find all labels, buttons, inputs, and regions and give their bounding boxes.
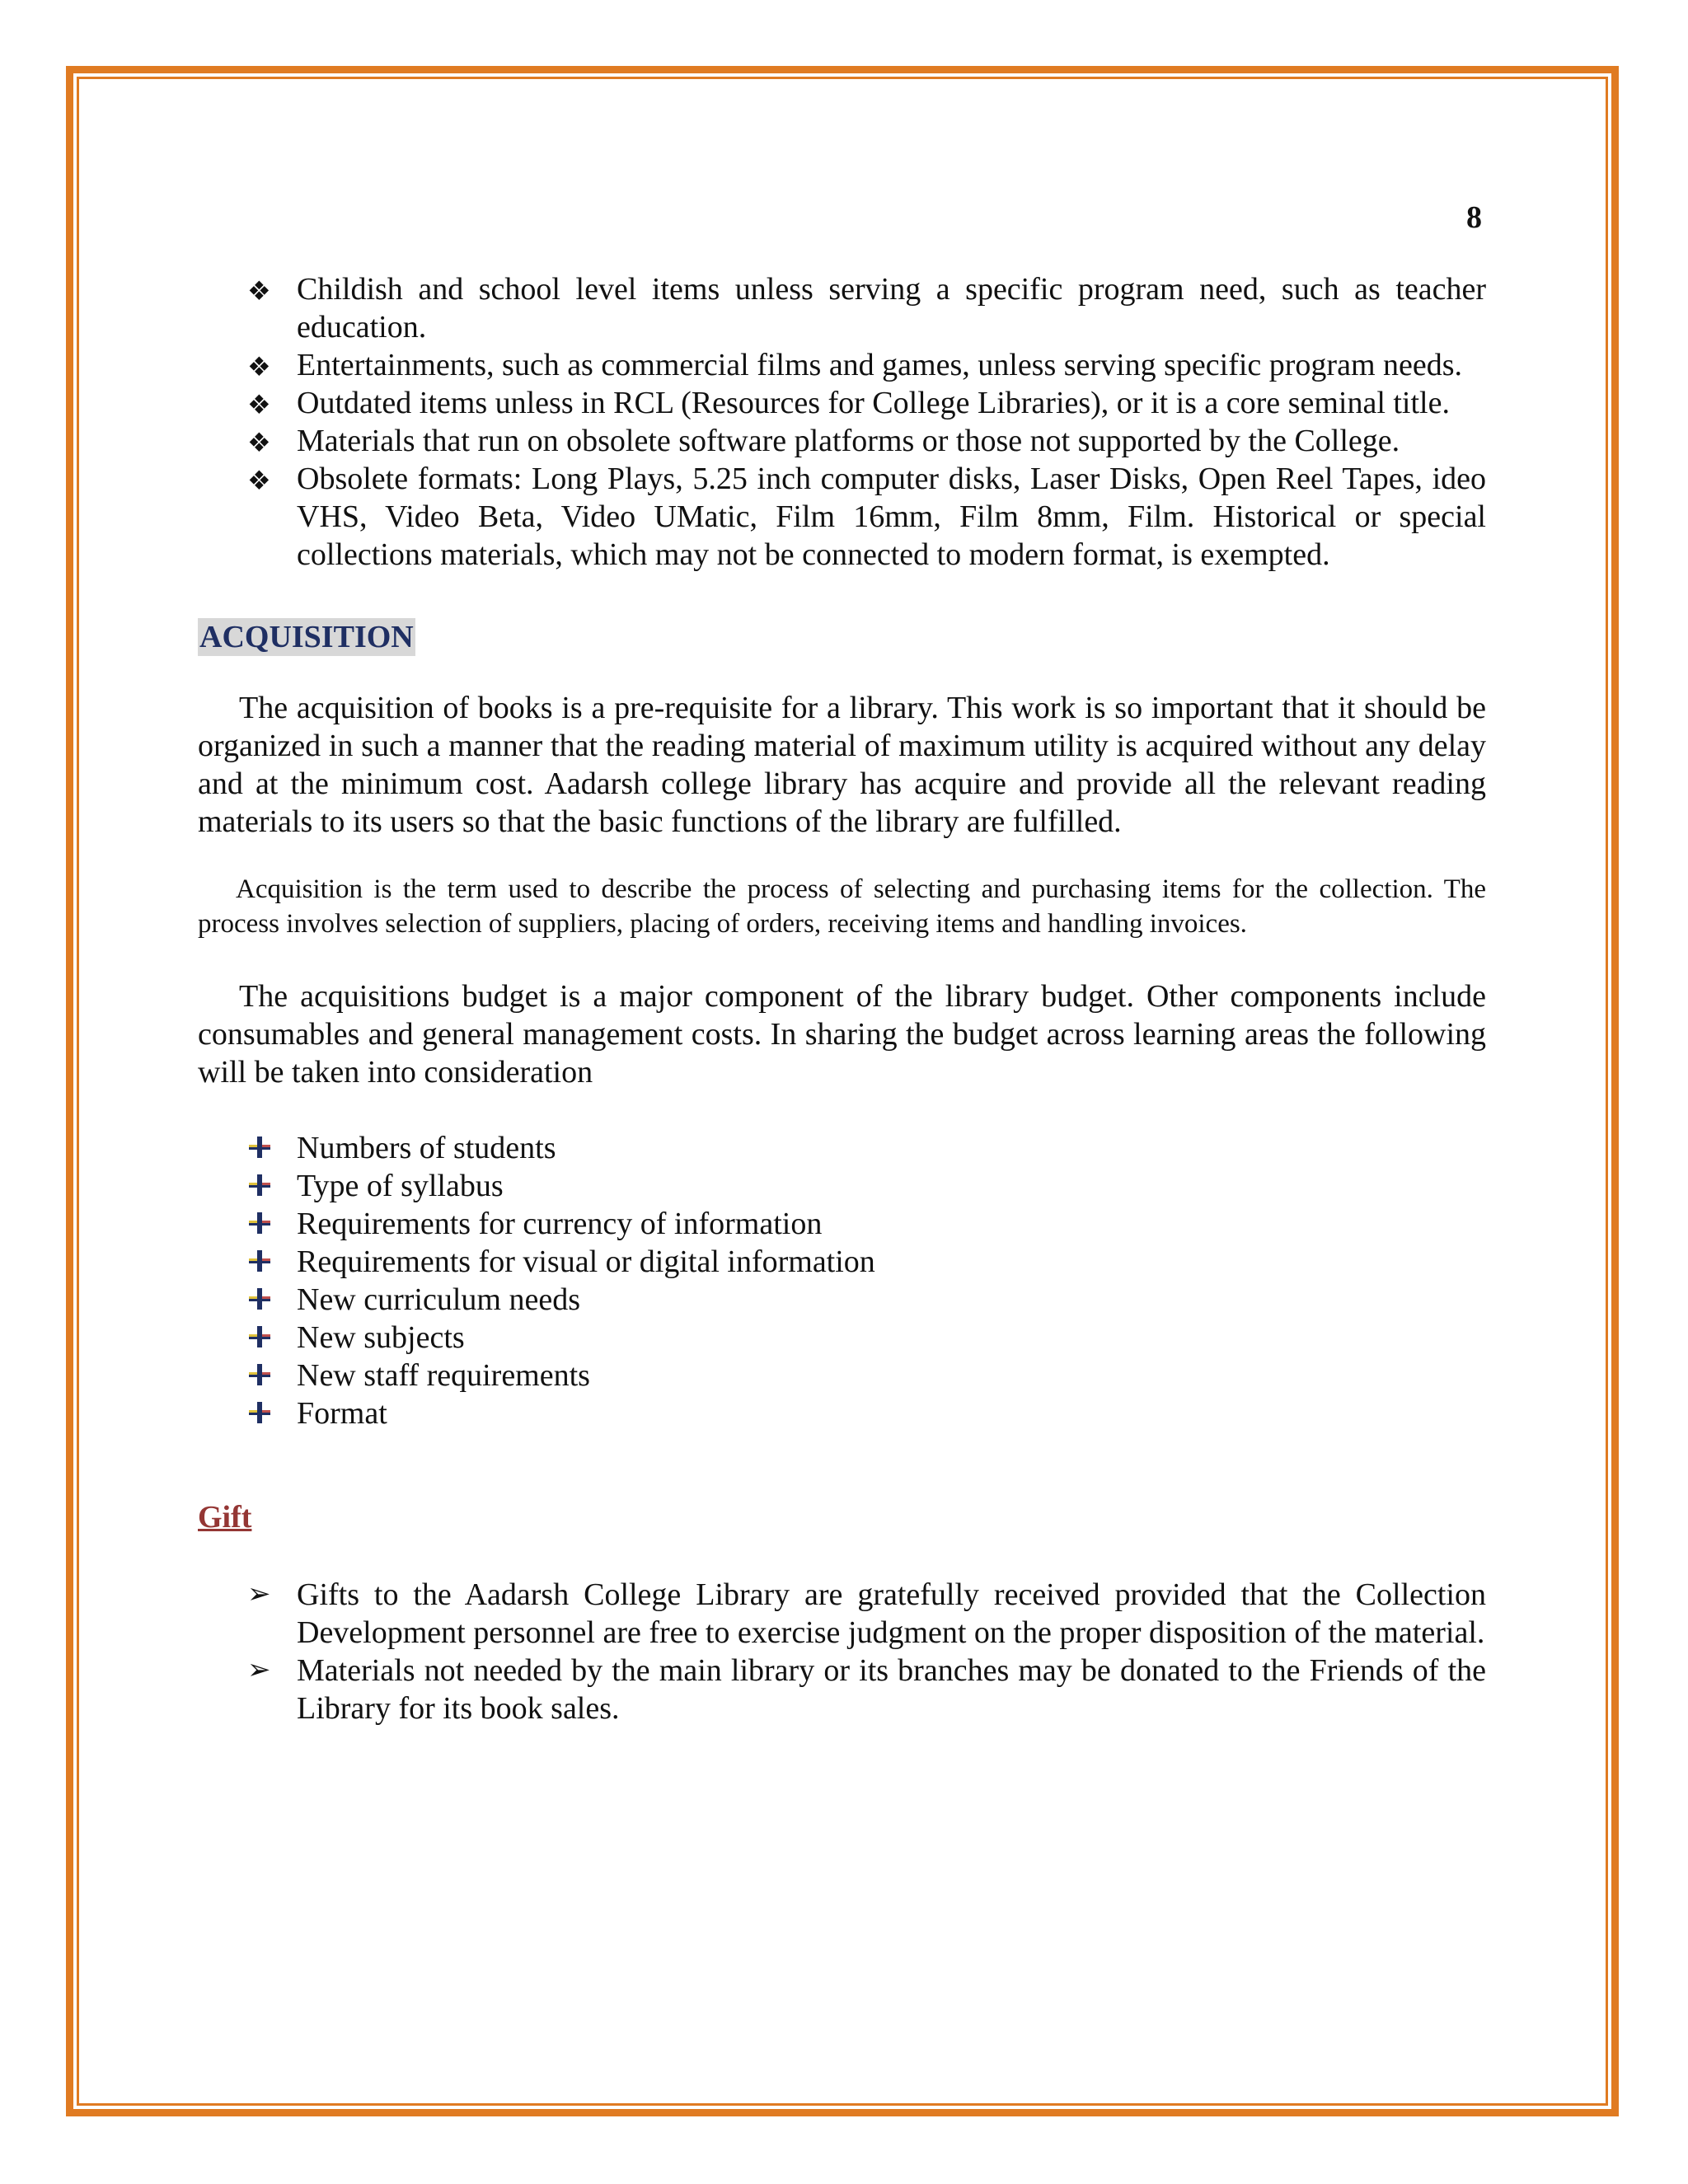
list-item: New curriculum needs	[198, 1281, 1486, 1319]
plus-arrow-bullet-icon	[247, 1319, 272, 1357]
four-diamond-bullet-icon: ❖	[247, 352, 271, 382]
list-item: Numbers of students	[198, 1129, 1486, 1167]
arrowhead-bullet-icon: ➢	[247, 1655, 271, 1685]
list-item: ➢ Gifts to the Aadarsh College Library are gratefully received provided that the Collection Development personnel are free to exercise judgment on the proper disposition of the material.	[247, 1577, 1486, 1650]
list-item: Type of syllabus	[198, 1167, 1486, 1205]
acquisition-paragraph-1: The acquisition of books is a pre-requisite for a library. This work is so important that it should be organized in such a manner that the reading material of maximum utility is acquired without any delay and at the minimum cost. Aadarsh college library has acquire and provide all the relevant reading materials to its users so that the basic functions of the library are fulfilled.	[198, 691, 1486, 839]
page-content	[198, 270, 1486, 1727]
four-diamond-bullet-icon: ❖	[247, 390, 271, 419]
acquisition-heading: ACQUISITION	[199, 620, 414, 654]
gift-list	[198, 1576, 1486, 1727]
list-item: ❖ Materials that run on obsolete software platforms or those not supported by the College.	[198, 422, 1486, 460]
plus-arrow-bullet-icon	[247, 1205, 272, 1243]
plus-arrow-bullet-icon	[247, 1394, 272, 1432]
page-number: 8	[1466, 200, 1482, 235]
list-item: ➢ Materials not needed by the main library or its branches may be donated to the Friends of the Library for its book sales.	[247, 1653, 1486, 1726]
plus-arrow-bullet-icon	[247, 1243, 272, 1281]
list-item: New staff requirements	[198, 1357, 1486, 1394]
plus-arrow-bullet-icon	[247, 1129, 272, 1167]
four-diamond-bullet-icon: ❖	[247, 276, 271, 306]
list-item: New subjects	[198, 1319, 1486, 1357]
plus-arrow-bullet-icon	[247, 1281, 272, 1319]
list-item: ❖ Entertainments, such as commercial films and games, unless serving specific program needs.	[198, 346, 1486, 384]
list-item: ❖ Childish and school level items unless serving a specific program need, such as teacher education.	[247, 272, 1486, 344]
list-item: Requirements for currency of information	[198, 1205, 1486, 1243]
considerations-list	[198, 1129, 1486, 1432]
four-diamond-bullet-icon: ❖	[247, 428, 271, 457]
acquisition-paragraph-3: The acquisitions budget is a major component of the library budget. Other components include consumables and general management costs. In sharing the budget across learning areas the following will be taken into consideration	[198, 979, 1486, 1090]
plus-arrow-bullet-icon	[247, 1357, 272, 1394]
list-item: Format	[198, 1394, 1486, 1432]
list-item: Requirements for visual or digital information	[198, 1243, 1486, 1281]
arrowhead-bullet-icon: ➢	[247, 1579, 271, 1610]
gift-heading: Gift	[198, 1500, 252, 1535]
four-diamond-bullet-icon: ❖	[247, 466, 271, 495]
list-item: ❖ Outdated items unless in RCL (Resources for College Libraries), or it is a core seminal title.	[198, 384, 1486, 422]
exclusions-list	[198, 270, 1486, 574]
plus-arrow-bullet-icon	[247, 1167, 272, 1205]
acquisition-paragraph-2: Acquisition is the term used to describe the process of selecting and purchasing items for the collection. The process involves selection of suppliers, placing of orders, receiving items and handling invoices.	[198, 874, 1486, 939]
list-item: ❖ Obsolete formats: Long Plays, 5.25 inch computer disks, Laser Disks, Open Reel Tapes, ideo VHS, Video Beta, Video UMatic, Film 16mm, Film 8mm, Film. Historical or special collections materials, which may not be connected to modern format, is exempted.	[247, 462, 1486, 572]
